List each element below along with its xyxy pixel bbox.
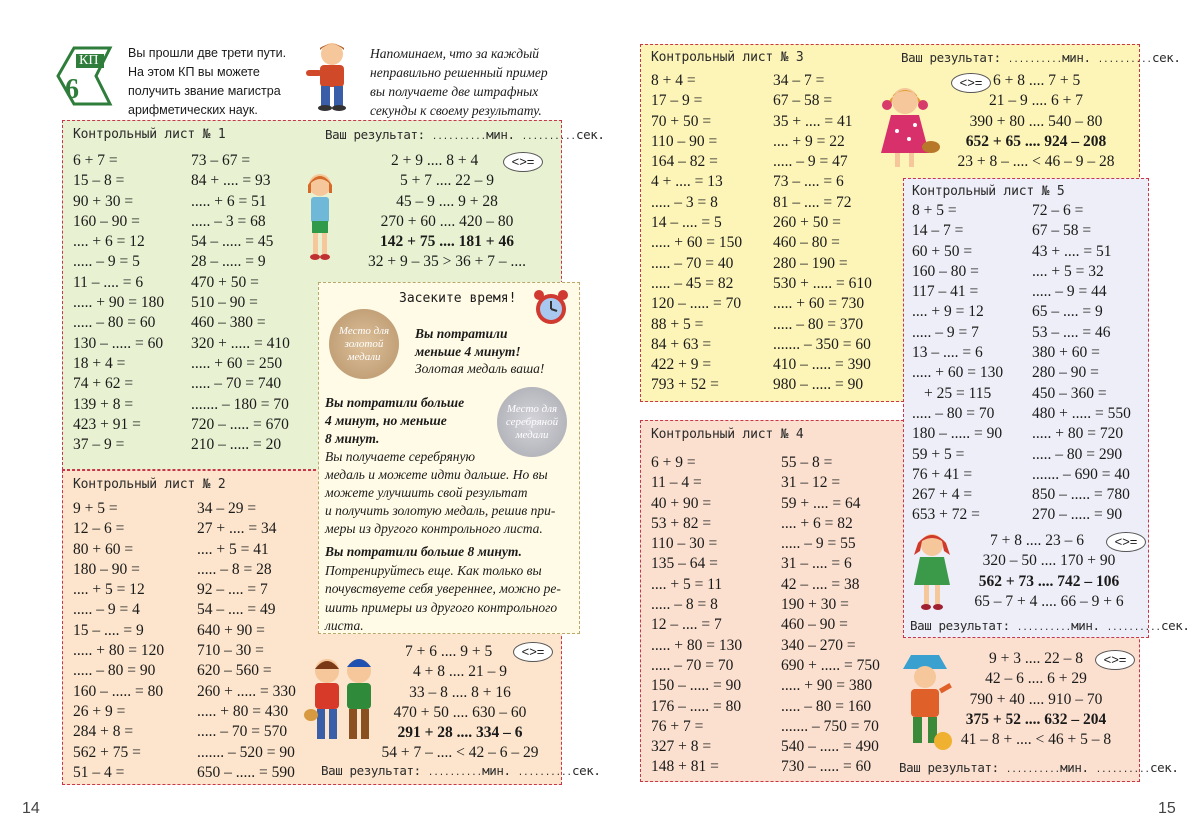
example: 117 – 41 =: [912, 283, 979, 301]
example: 793 + 52 =: [651, 376, 719, 394]
example: 267 + 4 =: [912, 486, 973, 504]
compare-icon: <>=: [1106, 532, 1146, 552]
comparison: 33 – 8 .... 8 + 16: [409, 683, 511, 701]
comparison: 2 + 9 .... 8 + 4: [391, 152, 479, 169]
example: .... + 5 = 41: [197, 540, 269, 558]
example: ..... – 8 = 8: [651, 596, 718, 614]
example: 54 – .... = 49: [197, 601, 276, 619]
example: 180 – ..... = 90: [912, 425, 1003, 443]
sheet-3-column-a: [651, 71, 742, 396]
sheet-3-column-b: [773, 71, 872, 396]
example: .... + 5 = 11: [651, 575, 723, 593]
example: 27 + .... = 34: [197, 520, 277, 538]
sheet-4-title: Контрольный лист № 4: [651, 427, 804, 442]
reminder-text: Напоминаем, что за каждый неправильно решенный пример вы получаете две штрафных секунды к своему результату.: [370, 46, 548, 118]
girl-basket-illustration: [875, 81, 941, 180]
example: ....... – 350 = 60: [773, 335, 871, 353]
example: 530 + ..... = 610: [773, 274, 872, 292]
example: 460 – 90 =: [781, 616, 848, 634]
example: ..... + 60 = 150: [651, 234, 743, 252]
example: ..... – 9 = 55: [781, 535, 856, 553]
comparison: 142 + 75 .... 181 + 46: [380, 233, 514, 251]
comparison: 41 – 8 + .... < 46 + 5 – 8: [960, 731, 1112, 749]
example: 12 – 6 =: [73, 520, 125, 538]
example: 150 – ..... = 90: [651, 677, 742, 695]
example: 92 – .... = 7: [197, 581, 268, 599]
example: ..... – 9 = 5: [73, 253, 140, 271]
example: 160 – 90 =: [73, 212, 140, 230]
sheet-2-column-b: [197, 499, 296, 783]
example: 110 – 30 =: [651, 535, 718, 553]
example: 60 + 50 =: [912, 242, 973, 260]
example: 176 – ..... = 80: [651, 697, 742, 715]
example: 72 – 6 =: [1032, 202, 1084, 219]
example: 450 – 360 =: [1032, 384, 1107, 402]
example: ..... – 3 = 68: [191, 212, 266, 230]
sheet-4-column-b: [781, 453, 880, 778]
example: 76 + 7 =: [651, 717, 704, 735]
comparison: 320 – 50 .... 170 + 90: [982, 552, 1116, 570]
example: 59 + 5 =: [912, 445, 965, 463]
sheet-3-result: Ваш результат: ..........мин. ..........сек.: [901, 50, 1181, 65]
example: 540 – ..... = 490: [781, 738, 879, 756]
example: 620 – 560 =: [197, 662, 272, 680]
example: ..... + 60 = 250: [191, 354, 283, 372]
silver-medal-placeholder: Место для серебряной медали: [497, 387, 567, 457]
example: 410 – ..... = 390: [773, 356, 871, 374]
example: 84 + 63 =: [651, 335, 712, 353]
example: 562 + 75 =: [73, 743, 141, 761]
comparison: 790 + 40 .... 910 – 70: [969, 690, 1103, 708]
example: 26 + 9 =: [73, 702, 126, 720]
example: 320 + ..... = 410: [191, 334, 290, 352]
boy-illustration: [298, 40, 360, 112]
example: ..... – 8 = 28: [197, 560, 272, 578]
comparison: 470 + 50 .... 630 – 60: [393, 703, 527, 721]
example: ..... – 9 = 44: [1032, 283, 1107, 301]
sheet-3-comparisons: [941, 71, 1131, 172]
example: ..... – 70 = 570: [197, 723, 288, 741]
kp-label: КП: [79, 53, 99, 68]
example: .... + 5 = 32: [1032, 262, 1104, 280]
example: 65 – .... = 9: [1032, 303, 1103, 321]
example: 11 – 4 =: [651, 474, 702, 492]
example: 510 – 90 =: [191, 294, 258, 312]
example: ..... – 3 = 8: [651, 193, 718, 211]
example: 160 – ..... = 80: [73, 682, 164, 700]
example: 9 + 5 =: [73, 500, 118, 517]
example: 59 + .... = 64: [781, 494, 861, 512]
example: 81 – .... = 72: [773, 193, 852, 211]
comparison: 6 + 8 .... 7 + 5: [993, 72, 1081, 89]
example: 640 + 90 =: [197, 621, 265, 639]
sheet-5-title: Контрольный лист № 5: [912, 184, 1065, 199]
example: 67 – 58 =: [773, 92, 833, 110]
compare-icon: <>=: [1095, 650, 1135, 670]
example: 422 + 9 =: [651, 356, 712, 374]
compare-icon: <>=: [503, 152, 543, 172]
example: 850 – ..... = 780: [1032, 486, 1130, 504]
example: .... + 9 = 22: [773, 132, 845, 150]
comparison: 9 + 3 .... 22 – 8: [989, 650, 1083, 667]
comparison: 23 + 8 – .... < 46 – 9 – 28: [957, 153, 1115, 171]
example: ..... – 80 = 60: [73, 314, 156, 332]
compare-icon: <>=: [951, 73, 991, 93]
example: 73 – .... = 6: [773, 173, 844, 191]
example: ..... – 9 = 7: [912, 323, 979, 341]
comparison: 652 + 65 .... 924 – 208: [965, 132, 1107, 150]
example: ..... – 9 = 4: [73, 601, 140, 619]
example: ....... – 690 = 40: [1032, 465, 1130, 483]
example: 135 – 64 =: [651, 555, 718, 573]
example: 6 + 9 =: [651, 454, 696, 471]
sheet-1-title: Контрольный лист № 1: [73, 127, 226, 142]
boy-hat-illustration: [895, 649, 957, 758]
sheet-5-column-a: [912, 201, 1003, 526]
example: 28 – ..... = 9: [191, 253, 266, 271]
kp-badge: [52, 44, 114, 108]
example: 12 – .... = 7: [651, 616, 722, 634]
example: 42 – .... = 38: [781, 575, 860, 593]
example: .... + 5 = 12: [73, 581, 145, 599]
comparison: 32 + 9 – 35 > 36 + 7 – ....: [368, 253, 526, 271]
example: 90 + 30 =: [73, 192, 134, 210]
comparison: 45 – 9 .... 9 + 28: [396, 192, 498, 210]
sheet-1-column-a: [73, 151, 164, 455]
timer-panel: [318, 282, 580, 634]
example: ..... – 80 = 290: [1032, 445, 1123, 463]
example: + 25 = 115: [924, 384, 992, 402]
example: 980 – ..... = 90: [773, 376, 864, 394]
sheet-5-result: Ваш результат: ..........мин. ..........сек.: [910, 618, 1190, 633]
example: ..... + 90 = 380: [781, 677, 873, 695]
comparison: 390 + 80 .... 540 – 80: [969, 112, 1103, 130]
example: 284 + 8 =: [73, 723, 134, 741]
comparison: 291 + 28 .... 334 – 6: [397, 724, 523, 742]
comparison: 42 – 6 .... 6 + 29: [985, 670, 1087, 688]
comparison: 270 + 60 .... 420 – 80: [380, 212, 514, 230]
example: .... + 6 = 12: [73, 233, 145, 251]
sheet-5-panel: [903, 178, 1190, 638]
example: ....... – 750 = 70: [781, 717, 879, 735]
comparison: 5 + 7 .... 22 – 9: [400, 172, 494, 190]
example: 31 – .... = 6: [781, 555, 852, 573]
intro-text: Вы прошли две трети пути. На этом КП вы можете получить звание магистра арифметических наук.: [128, 46, 287, 117]
example: 4 + .... = 13: [651, 173, 723, 191]
example: ..... + 90 = 180: [73, 294, 165, 312]
example: ..... + 60 = 130: [912, 364, 1004, 382]
example: 270 – ..... = 90: [1032, 506, 1123, 524]
example: ..... – 9 = 47: [773, 153, 848, 171]
example: 730 – ..... = 60: [781, 758, 872, 776]
comparison: 7 + 8 .... 23 – 6: [990, 532, 1084, 549]
girl-illustration: [303, 171, 337, 266]
sheet-2-title: Контрольный лист № 2: [73, 477, 226, 492]
example: 70 + 50 =: [651, 112, 712, 130]
example: 34 – 29 =: [197, 500, 257, 517]
example: ..... + 80 = 430: [197, 702, 289, 720]
example: 110 – 90 =: [651, 132, 718, 150]
example: ..... + 80 = 120: [73, 642, 165, 660]
sheet-2-column-a: [73, 499, 164, 783]
sheet-3-title: Контрольный лист № 3: [651, 50, 804, 65]
example: 40 + 90 =: [651, 494, 712, 512]
comparison: 4 + 8 .... 21 – 9: [413, 663, 507, 681]
gold-medal-placeholder: Место для золотой медали: [329, 309, 399, 379]
sheet-1-result: Ваш результат: ..........мин. ..........сек.: [325, 127, 605, 142]
example: ..... – 70 = 740: [191, 375, 282, 393]
example: 280 – 90 =: [1032, 364, 1099, 382]
example: 164 – 82 =: [651, 153, 718, 171]
example: ....... – 180 = 70: [191, 395, 289, 413]
example: 55 – 8 =: [781, 454, 833, 471]
example: ..... – 80 = 70: [912, 404, 995, 422]
example: 260 + 50 =: [773, 214, 841, 232]
sheet-5-column-b: [1032, 201, 1131, 526]
gold-text: Вы потратили меньше 4 минут! Золотая медаль ваша!: [415, 326, 545, 376]
example: 180 – 90 =: [73, 560, 140, 578]
sheet-1-column-b: [191, 151, 290, 455]
example: 74 + 62 =: [73, 375, 134, 393]
example: .... + 9 = 12: [912, 303, 984, 321]
example: 460 – 380 =: [191, 314, 266, 332]
compare-icon: <>=: [513, 642, 553, 662]
comparison: 562 + 73 .... 742 – 106: [978, 572, 1120, 590]
example: 8 + 5 =: [912, 202, 957, 219]
example: 380 + 60 =: [1032, 344, 1100, 362]
example: ..... + 80 = 130: [651, 636, 743, 654]
example: ..... – 45 = 82: [651, 274, 734, 292]
example: ..... – 70 = 70: [651, 656, 734, 674]
example: 327 + 8 =: [651, 738, 712, 756]
example: ....... – 520 = 90: [197, 743, 295, 761]
example: 80 + 60 =: [73, 540, 134, 558]
example: ..... – 80 = 90: [73, 662, 156, 680]
example: 460 – 80 =: [773, 234, 840, 252]
example: 18 + 4 =: [73, 354, 126, 372]
example: 14 – 7 =: [912, 222, 964, 240]
example: 148 + 81 =: [651, 758, 719, 776]
example: ..... + 80 = 720: [1032, 425, 1124, 443]
example: 76 + 41 =: [912, 465, 973, 483]
sheet-4-result: Ваш результат: ..........мин. ..........сек.: [899, 760, 1179, 775]
example: ..... + 6 = 51: [191, 192, 267, 210]
example: ..... – 70 = 40: [651, 254, 734, 272]
example: 650 – ..... = 590: [197, 763, 295, 781]
over-text: Вы потратили больше 8 минут. Потренируйтесь еще. Как только вы почувствуете себя увереннее, можно ре- шить примеры из другого контрольного листа.: [325, 544, 561, 633]
example: 470 + 50 =: [191, 273, 259, 291]
sheet-2-result: Ваш результат: ..........мин. ..........сек.: [321, 763, 601, 778]
example: 14 – .... = 5: [651, 214, 722, 232]
example: 120 – ..... = 70: [651, 295, 742, 313]
example: 15 – .... = 9: [73, 621, 144, 639]
comparison: 7 + 6 .... 9 + 5: [405, 643, 493, 660]
example: 67 – 58 =: [1032, 222, 1092, 240]
timer-title: Засеките время!: [399, 291, 517, 306]
example: 160 – 80 =: [912, 262, 979, 280]
example: 260 + ..... = 330: [197, 682, 296, 700]
example: ..... – 80 = 160: [781, 697, 872, 715]
example: 15 – 8 =: [73, 172, 125, 190]
example: 690 + ..... = 750: [781, 656, 880, 674]
example: 11 – .... = 6: [73, 273, 144, 291]
example: 190 + 30 =: [781, 596, 849, 614]
example: 139 + 8 =: [73, 395, 134, 413]
comparison: 21 – 9 .... 6 + 7: [989, 92, 1083, 110]
boys-illustration: [303, 653, 383, 754]
example: .... + 6 = 82: [781, 514, 853, 532]
example: 710 – 30 =: [197, 642, 264, 660]
example: 480 + ..... = 550: [1032, 404, 1131, 422]
example: 35 + .... = 41: [773, 112, 853, 130]
girl-red-hair-illustration: [910, 531, 954, 620]
example: 8 + 4 =: [651, 72, 696, 89]
example: 37 – 9 =: [73, 436, 125, 454]
example: 34 – 7 =: [773, 72, 825, 89]
example: 84 + .... = 93: [191, 172, 271, 190]
example: 6 + 7 =: [73, 152, 118, 169]
example: 88 + 5 =: [651, 315, 704, 333]
example: 73 – 67 =: [191, 152, 251, 169]
sheet-4-column-a: [651, 453, 742, 778]
kp-number: 6: [65, 74, 79, 105]
example: 653 + 72 =: [912, 506, 980, 524]
example: 423 + 91 =: [73, 415, 141, 433]
example: 280 – 190 =: [773, 254, 848, 272]
example: 720 – ..... = 670: [191, 415, 289, 433]
comparison: 65 – 7 + 4 .... 66 – 9 + 6: [974, 592, 1124, 610]
example: 340 – 270 =: [781, 636, 856, 654]
example: 13 – .... = 6: [912, 344, 983, 362]
example: ..... + 60 = 730: [773, 295, 865, 313]
example: 31 – 12 =: [781, 474, 841, 492]
example: 53 – .... = 46: [1032, 323, 1111, 341]
page-number-right: 15: [1158, 800, 1176, 817]
example: 43 + .... = 51: [1032, 242, 1112, 260]
example: 210 – ..... = 20: [191, 436, 282, 454]
example: 17 – 9 =: [651, 92, 703, 110]
example: 53 + 82 =: [651, 514, 712, 532]
page-number-left: 14: [22, 800, 40, 817]
example: 51 – 4 =: [73, 763, 125, 781]
comparison: 375 + 52 .... 632 – 204: [965, 710, 1107, 728]
example: 54 – ..... = 45: [191, 233, 274, 251]
example: 130 – ..... = 60: [73, 334, 164, 352]
silver-text: Вы потратили больше 4 минут, но меньше 8 минут. Вы получаете серебряную медаль и можете идти дальше. Но вы можете улучшить свой результат и получить золотую медаль, решив при- меры из другого контрольного листа.: [325, 395, 556, 536]
comparison: 54 + 7 – .... < 42 – 6 – 29: [381, 744, 539, 762]
example: ..... – 80 = 370: [773, 315, 864, 333]
